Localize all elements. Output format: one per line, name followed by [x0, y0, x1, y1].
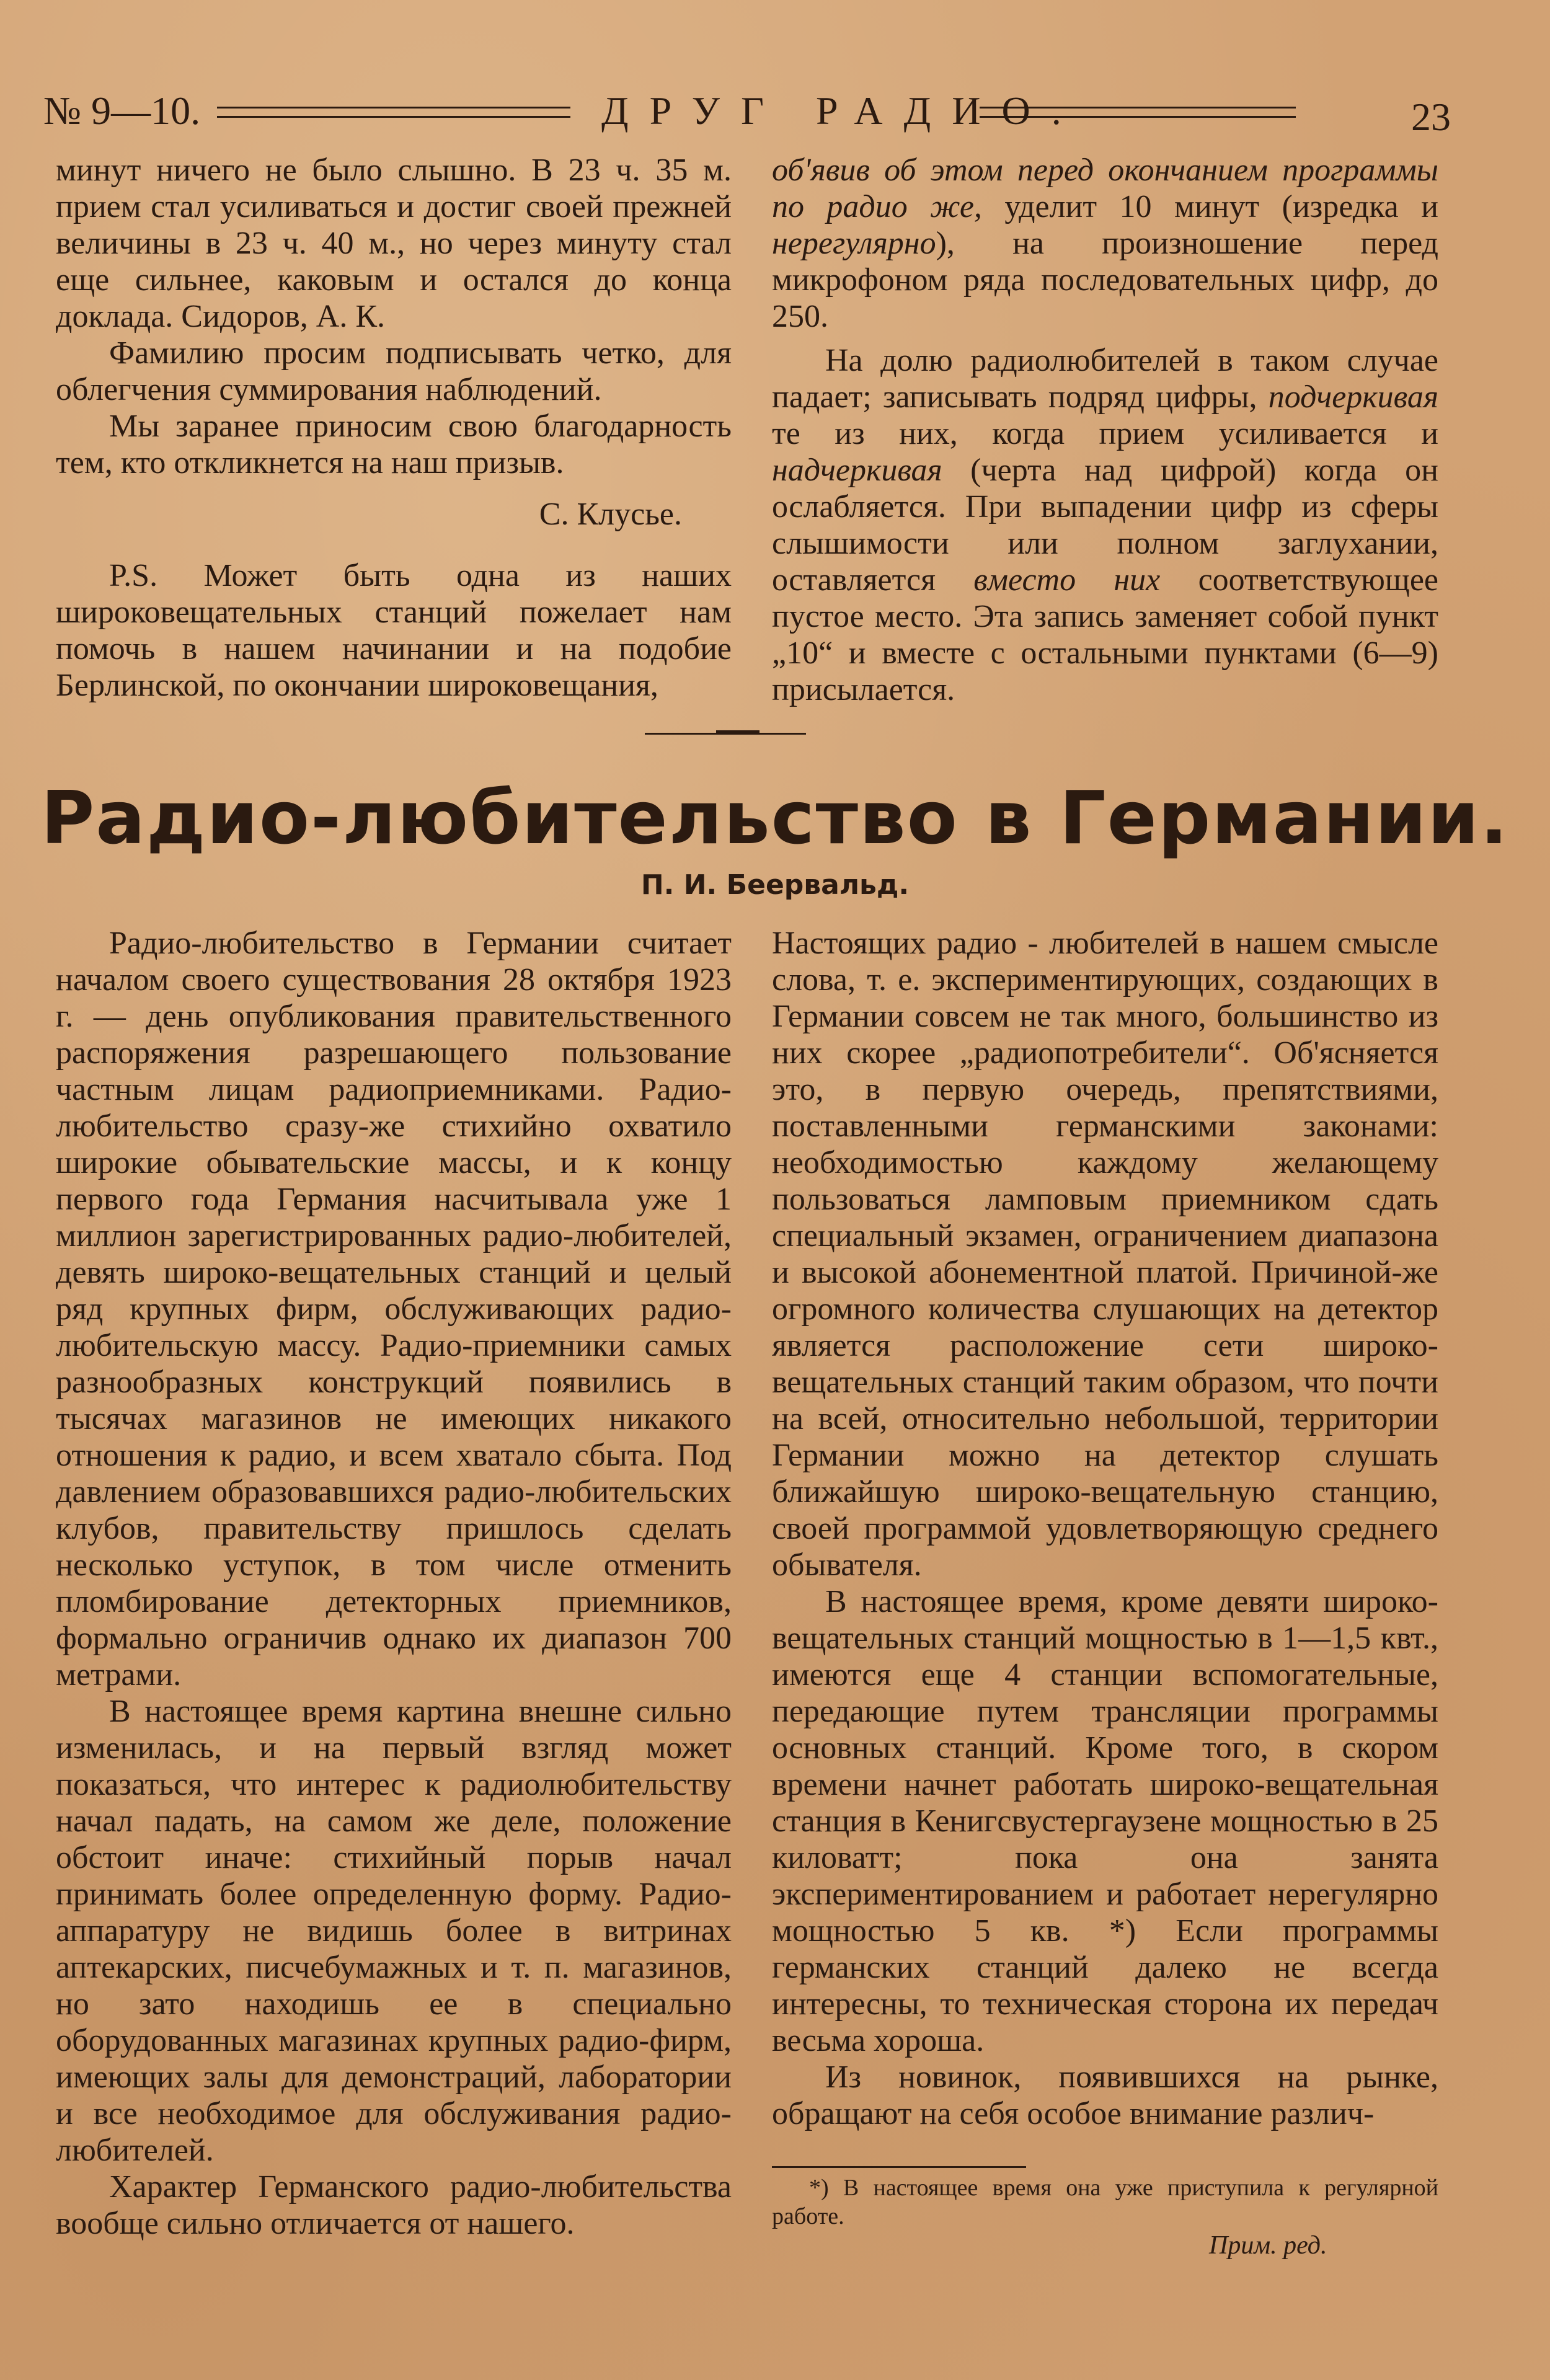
paragraph: Из новинок, появившихся на рынке, обращают на себя особое внимание различ- [772, 2059, 1438, 2131]
page-number: 23 [1411, 95, 1451, 139]
issue-number: № 9—10. [43, 89, 201, 133]
paragraph [772, 152, 1438, 335]
paragraph [772, 342, 1438, 708]
italic-text: надчеркивая [772, 453, 942, 488]
paragraph: Радио-любительство в Германии считает началом своего существования 28 октября 1923 г. — день опубликования правительственного распоряжения разрешающего пользование частным лицам радиоприемниками. Радио-любительство сразу-же стихийно охватило широкие обывательские массы, и к концу первого года Германия насчитывала уже 1 миллион зарегистрированных радио-любителей, девять широко-вещательных станций и целый ряд крупных фирм, обслуживающих радио-любительскую массу. Радио-приемники самых разнообразных конструкций появились в тысячах магазинов не имеющих никакого отношения к радио, и всем хватало сбыта. Под давлением образовавшихся радио-любительских клубов, правительству пришлось сделать несколько уступок, в том числе отменить пломбирование детекторных приемников, формально ограничив однако их диапазон 700 метрами. [56, 926, 732, 1692]
paragraph: минут ничего не было слышно. В 23 ч. 35 м. прием стал усиливаться и достиг своей прежней величины в 23 ч. 40 м., но через минуту стал еще сильнее, каковым и остался до конца доклада. Сидоров, А. К. [56, 153, 732, 334]
journal-title: ДРУГ РАДИО. [601, 89, 1083, 133]
header-rule-left [217, 107, 570, 118]
text-run: уделит 10 минут (изредка и [981, 189, 1438, 224]
text-run: (черта над цифрой) когда он ослабляется. При выпадении цифр из сферы слышимости или полном заглухании, оставляется [772, 453, 1438, 598]
continued-letter-right-column [772, 152, 1438, 708]
italic-text: подчеркивая [1268, 379, 1438, 415]
continued-letter-left-column [56, 152, 732, 704]
paragraph: Характер Германского радио-любительства вообще сильно отличается от нашего. [56, 2169, 732, 2241]
signature: С. Клусье. [539, 497, 682, 532]
text-run: те из них, когда прием усиливается и [772, 416, 1438, 451]
paragraph: Фамилию просим подписывать четко, для облегчения суммирования наблюдений. [56, 335, 732, 407]
paragraph: В настоящее время картина внешне сильно изменилась, и на первый взгляд может показаться, что интерес к радиолюбительству начал падать, на самом же деле, положение обстоит иначе: стихийный порыв начал принимать более определенную форму. Радио-аппаратуру не видишь более в витринах аптекарских, писчебумажных и т. п. магазинов, но зато находишь ее в специально оборудованных магазинах крупных радио-фирм, имеющих залы для демонстраций, лаборатории и все необходимое для обслуживания радио-любителей. [56, 1694, 732, 2168]
article-left-column [56, 925, 732, 2242]
paragraph: В настоящее время, кроме девяти широко-вещательных станций мощностью в 1—1,5 квт., имеются еще 4 станции вспомогательные, передающие путем трансляции программы основных станций. Кроме того, в скором времени начнет работать широко-вещательная станция в Кенигсвустергаузене мощностью в 25 киловатт; пока она занята экспериментированием и работает нерегулярно мощностью 5 кв. *) Если программы германских станций далеко не всегда интересны, то техническая сторона их передач весьма хороша. [772, 1584, 1438, 2058]
italic-text: вместо них [973, 562, 1161, 598]
footnote-rule [772, 2166, 1026, 2168]
section-separator-mark [716, 730, 760, 735]
editor-note-sign: Прим. ред. [1209, 2231, 1327, 2260]
paragraph: Настоящих радио - любителей в нашем смысле слова, т. е. экспериментирующих, создающих в Германии совсем не так много, большинство из них скорее „радиопотребители“. Об'ясняется это, в первую очередь, препятствиями, поставленными германскими законами: необходимостью каждому желающему пользоваться ламповым приемником сдать специальный экзамен, ограничением диапазона и высокой абонементной платой. Причиной-же огромного количества слушающих на детектор является расположение сети широко-вещательных станций таким образом, что почти на всей, относительно небольшой, территории Германии можно на детектор слушать ближайшую широко-вещательную станцию, своей программой удовлетворяющую среднего обывателя. [772, 926, 1438, 1583]
text-run: На долю радиолюбителей в таком случае падает; записывать подряд цифры, [772, 343, 1438, 415]
text-run: ), на произношение перед микрофоном ряда последовательных цифр, до 250. [772, 226, 1438, 334]
page-header [43, 69, 1451, 144]
paragraph: Мы заранее приносим свою благодарность тем, кто откликнется на наш призыв. [56, 409, 732, 480]
italic-text: нерегулярно [772, 226, 936, 261]
article-right-column [772, 925, 1438, 2132]
article-title: Радио-любительство в Германии. [40, 775, 1510, 860]
article-author: П. И. Беервальд. [640, 869, 910, 901]
text-run: соответствующее пустое место. Эта запись заменяет собой пункт „10“ и вместе с остальными пунктами (6—9) присылается. [772, 562, 1438, 707]
footnote: *) В настоящее время она уже приступила к регулярной работе. [772, 2175, 1438, 2229]
italic-text: об'явив об этом перед окончанием программы по радио же, [772, 153, 1438, 224]
header-rule-right [980, 107, 1296, 118]
postscript: P.S. Может быть одна из наших широковещательных станций пожелает нам помочь в нашем начинании и на подобие Берлинской, по окончании широковещания, [56, 558, 732, 703]
